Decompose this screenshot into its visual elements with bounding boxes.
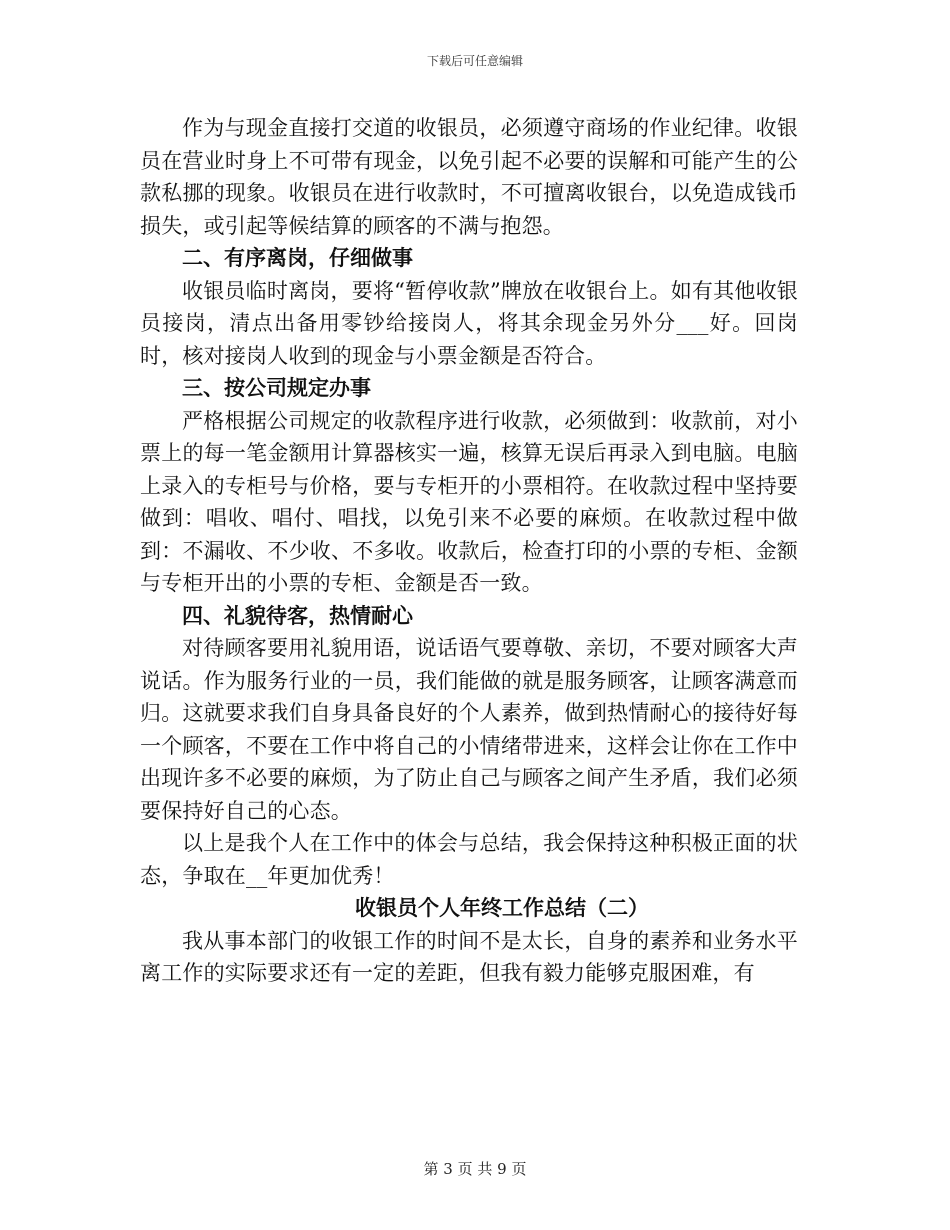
paragraph-courtesy: 对待顾客要用礼貌用语，说话语气要尊敬、亲切，不要对顾客大声说话。作为服务行业的一员，我们能做的就是服务顾客，让顾客满意而归。这就要求我们自身具备良好的个人素养，做到热情耐心的接待好每一个顾客，不要在工作中将自己的小情绪带进来，这样会让你在工作中出现许多不必要的麻烦，为了防止自己与顾客之间产生矛盾，我们必须要保持好自己的心态。 <box>140 636 798 823</box>
page-header-note: 下载后可任意编辑 <box>426 54 523 68</box>
paragraph-leaving-post: 收银员临时离岗，要将“暂停收款”牌放在收银台上。如有其他收银员接岗，清点出备用零钞给接岗人，将其余现金另外分___好。回岗时，核对接岗人收到的现金与小票金额是否符合。 <box>140 278 798 368</box>
page-number-footer: 第 3 页 共 9 页 <box>423 1160 527 1178</box>
article-title-2: 收银员个人年终工作总结（二） <box>355 895 649 920</box>
section-heading-2: 二、有序离岗，仔细做事 <box>182 245 413 270</box>
paragraph-cashier-discipline: 作为与现金直接打交道的收银员，必须遵守商场的作业纪律。收银员在营业时身上不可带有现金，以免引起不必要的误解和可能产生的公款私挪的现象。收银员在进行收款时，不可擅离收银台，以免造成钱币损失，或引起等候结算的顾客的不满与抱怨。 <box>140 116 798 238</box>
paragraph-article-2-intro: 我从事本部门的收银工作的时间不是太长，自身的素养和业务水平离工作的实际要求还有一定的差距，但我有毅力能够克服困难，有 <box>140 928 798 985</box>
section-heading-4: 四、礼貌待客，热情耐心 <box>182 602 413 628</box>
section-heading-3: 三、按公司规定办事 <box>182 375 371 400</box>
paragraph-company-rules: 严格根据公司规定的收款程序进行收款，必须做到：收款前，对小票上的每一笔金额用计算器核实一遍，核算无误后再录入到电脑。电脑上录入的专柜号与价格，要与专柜开的小票相符。在收款过程中坚持要做到：唱收、唱付、唱找，以免引来不必要的麻烦。在收款过程中做到：不漏收、不少收、不多收。收款后，检查打印的小票的专柜、金额与专柜开出的小票的专柜、金额是否一致。 <box>140 408 798 595</box>
paragraph-conclusion: 以上是我个人在工作中的体会与总结，我会保持这种积极正面的状态，争取在__年更加优秀！ <box>140 831 798 888</box>
document-body <box>140 112 798 990</box>
